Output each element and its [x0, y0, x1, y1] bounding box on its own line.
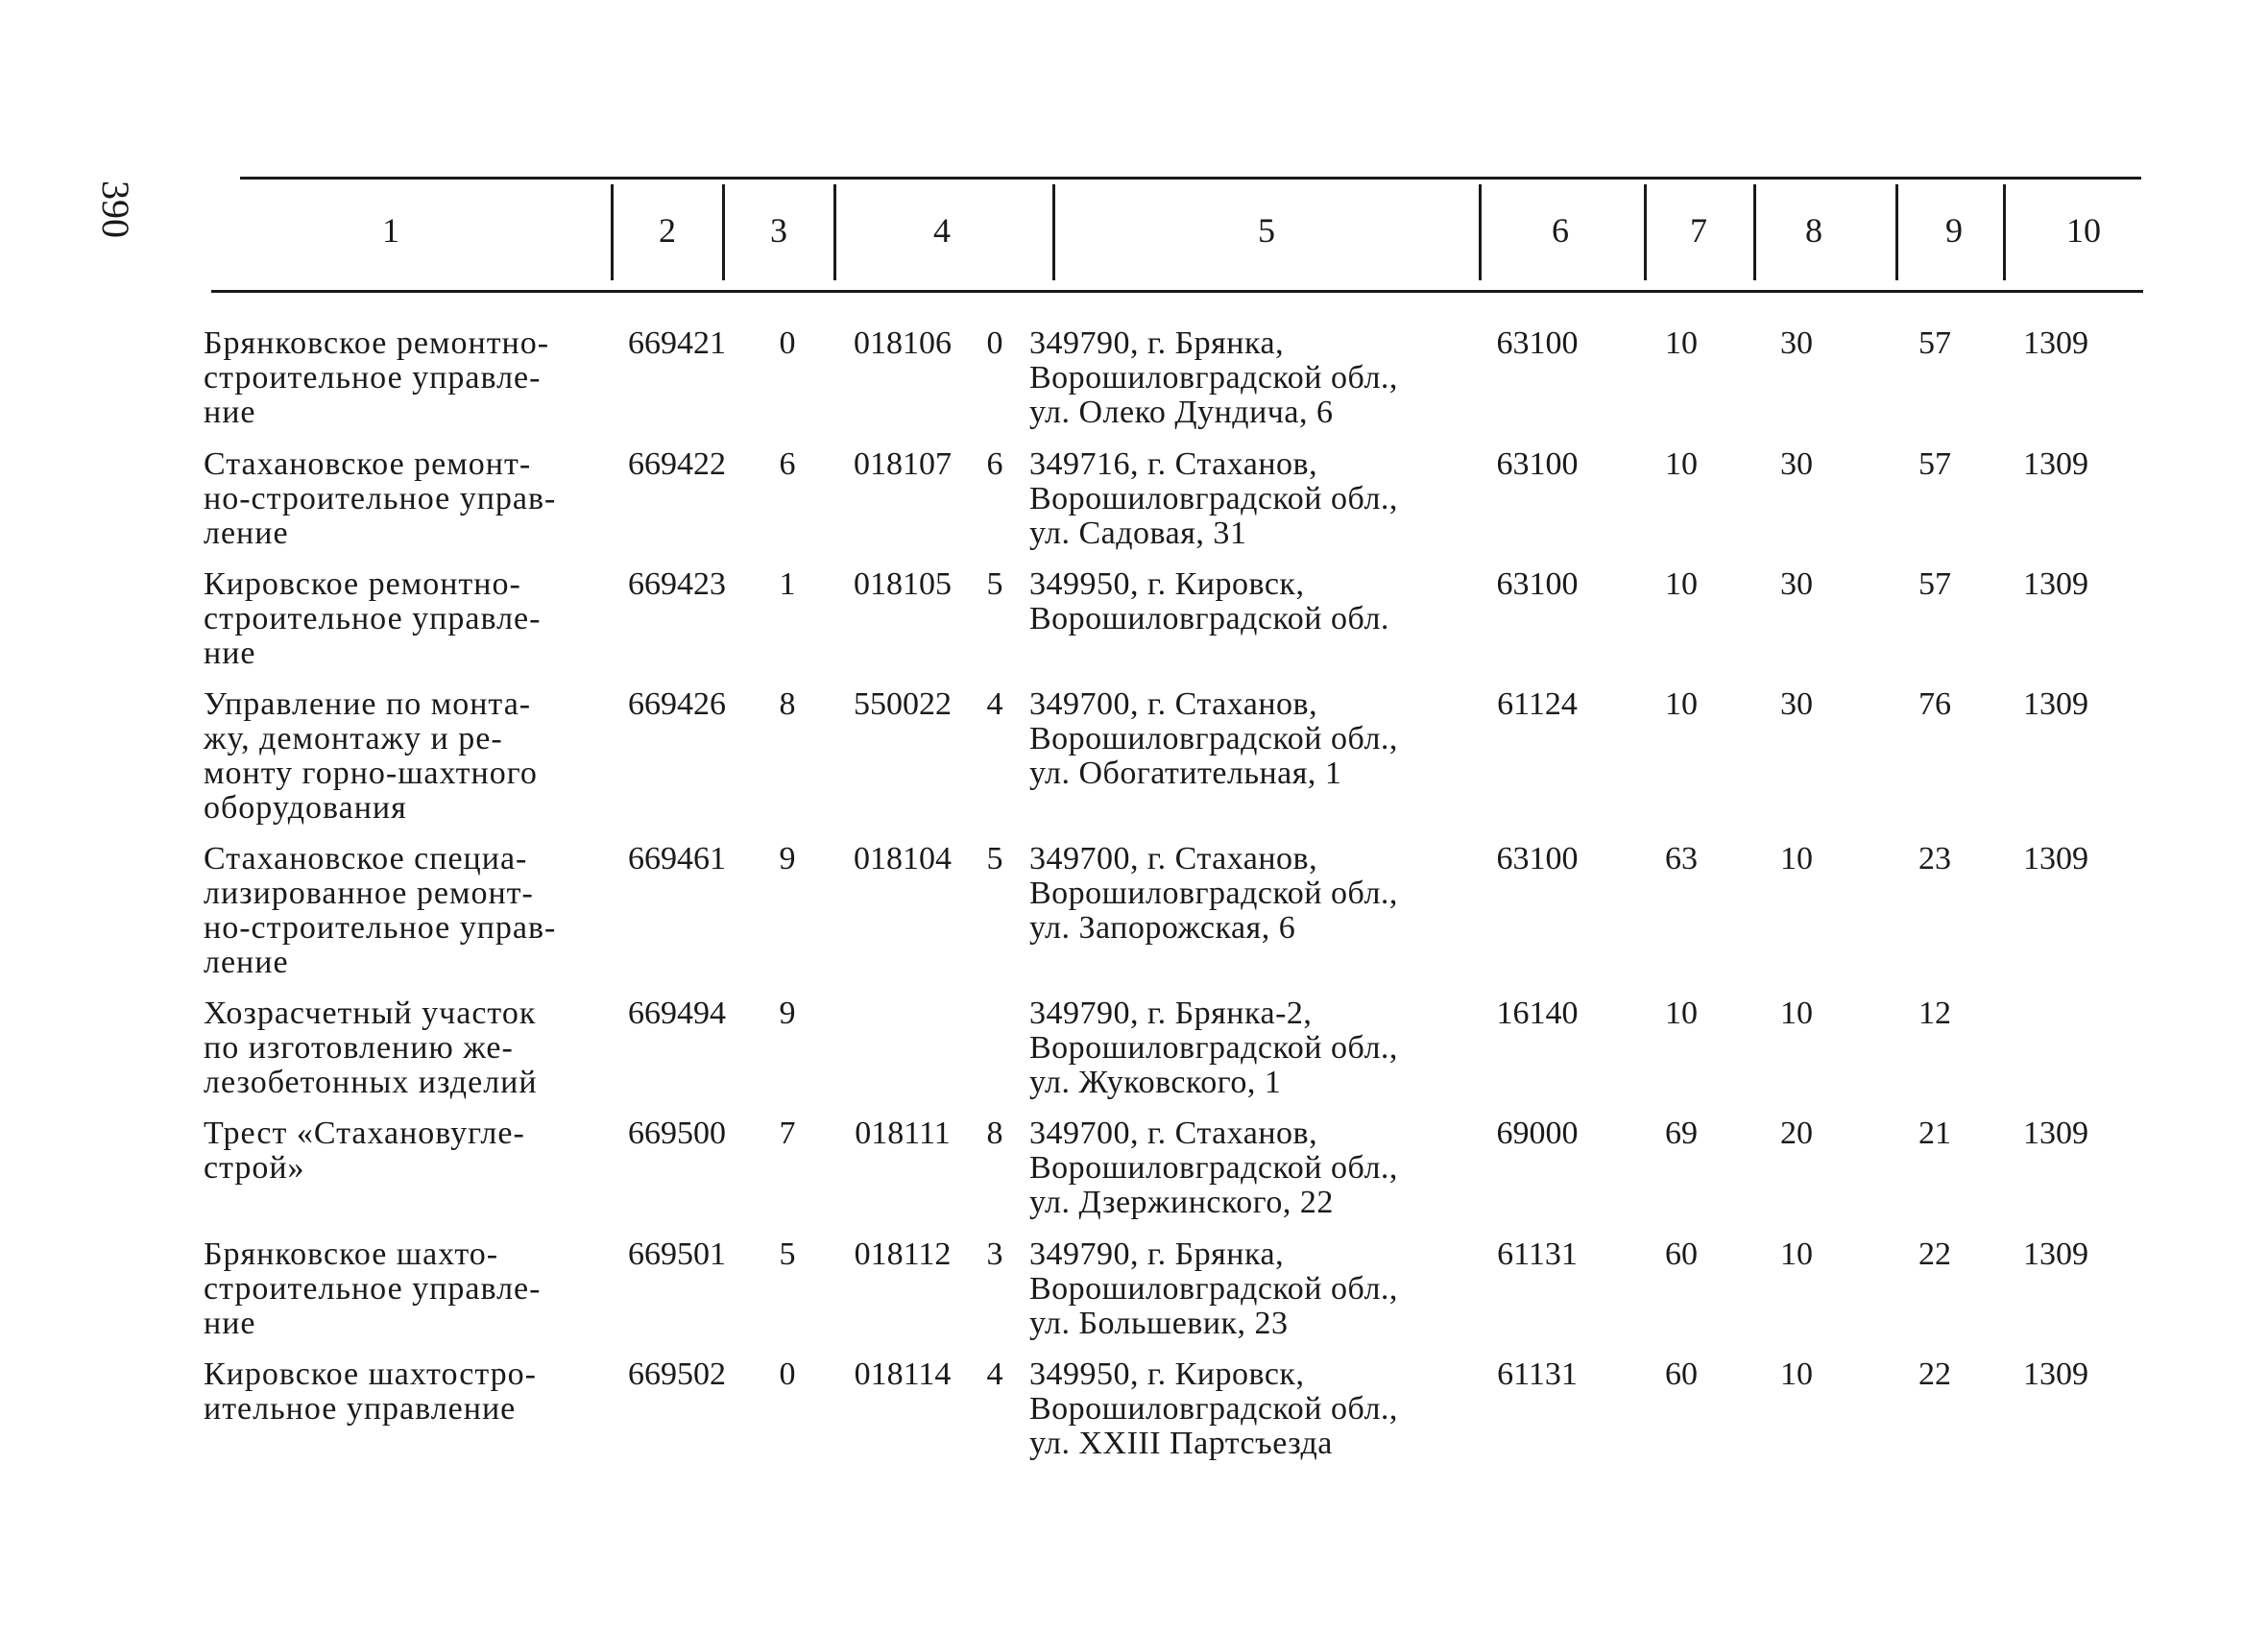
address-line: 349950, г. Кировск,	[1029, 1356, 1305, 1392]
column-header-5: 5	[1258, 211, 1275, 250]
cell-c8: 10	[1780, 1356, 1813, 1392]
cell-c3: 1	[779, 566, 796, 602]
address-line: Ворошиловградской обл.,	[1029, 360, 1398, 396]
cell-c10: 1309	[2023, 566, 2088, 602]
cell-c2: 669502	[628, 1356, 726, 1392]
organization-name-line: строительное управле-	[204, 601, 542, 636]
column-header-4: 4	[933, 211, 951, 250]
cell-c4b: 3	[986, 1236, 1003, 1272]
cell-c3: 8	[779, 686, 796, 722]
cell-c4: 018106	[854, 325, 952, 361]
cell-c4: 018107	[854, 446, 952, 482]
cell-c9: 23	[1918, 841, 1951, 876]
column-divider	[1753, 184, 1756, 280]
cell-c4: 018104	[854, 841, 952, 876]
organization-name-line: Управление по монта-	[204, 686, 532, 722]
cell-c8: 10	[1780, 841, 1813, 876]
cell-c4b: 5	[986, 566, 1003, 602]
address-line: Ворошиловградской обл.,	[1029, 1150, 1398, 1186]
cell-c3: 5	[779, 1236, 796, 1272]
cell-c8: 10	[1780, 996, 1813, 1031]
cell-c9: 57	[1918, 325, 1951, 361]
cell-c3: 6	[779, 446, 796, 482]
cell-c3: 9	[779, 996, 796, 1031]
column-divider	[1644, 184, 1647, 280]
cell-c10: 1309	[2023, 686, 2088, 722]
address-line: 349790, г. Брянка,	[1029, 325, 1285, 361]
cell-c8: 30	[1780, 325, 1813, 361]
organization-name-line: Кировское ремонтно-	[204, 566, 521, 602]
organization-name-line: строительное управле-	[204, 360, 542, 396]
column-header-6: 6	[1552, 211, 1569, 250]
cell-c10: 1309	[2023, 1116, 2088, 1151]
cell-c7: 63	[1665, 841, 1698, 876]
address-line: Ворошиловградской обл.,	[1029, 721, 1398, 756]
address-line: 349700, г. Стаханов,	[1029, 1116, 1318, 1151]
cell-c4b: 6	[986, 446, 1003, 482]
cell-c6: 69000	[1496, 1116, 1579, 1151]
cell-c2: 669501	[628, 1236, 726, 1272]
table-header-bottom-rule	[211, 290, 2143, 293]
cell-c8: 10	[1780, 1236, 1813, 1272]
organization-name-line: ние	[204, 395, 256, 430]
cell-c7: 10	[1665, 325, 1698, 361]
organization-name-line: ние	[204, 636, 256, 671]
cell-c6: 63100	[1496, 566, 1579, 602]
organization-name-line: строй»	[204, 1150, 305, 1186]
cell-c7: 10	[1665, 686, 1698, 722]
address-line: Ворошиловградской обл.	[1029, 601, 1389, 636]
cell-c8: 30	[1780, 566, 1813, 602]
cell-c7: 10	[1665, 996, 1698, 1031]
cell-c9: 57	[1918, 446, 1951, 482]
organization-name-line: ление	[204, 945, 289, 980]
organization-name-line: строительное управле-	[204, 1271, 542, 1307]
cell-c2: 669494	[628, 996, 726, 1031]
address-line: Ворошиловградской обл.,	[1029, 1271, 1398, 1307]
cell-c4: 018111	[855, 1116, 951, 1151]
cell-c8: 30	[1780, 686, 1813, 722]
cell-c4: 018114	[854, 1356, 952, 1392]
cell-c10: 1309	[2023, 325, 2088, 361]
organization-name-line: но-строительное управ-	[204, 910, 557, 946]
address-line: Ворошиловградской обл.,	[1029, 876, 1398, 911]
cell-c9: 76	[1918, 686, 1951, 722]
cell-c4: 018112	[854, 1236, 952, 1272]
address-line: ул. Дзержинского, 22	[1029, 1185, 1334, 1220]
cell-c6: 61131	[1497, 1356, 1578, 1392]
organization-name-line: но-строительное управ-	[204, 481, 557, 516]
address-line: ул. Запорожская, 6	[1029, 910, 1296, 946]
organization-name-line: Кировское шахтостро-	[204, 1356, 537, 1392]
column-divider	[1052, 184, 1055, 280]
cell-c6: 16140	[1496, 996, 1579, 1031]
cell-c2: 669500	[628, 1116, 726, 1151]
cell-c4b: 5	[986, 841, 1003, 876]
cell-c4b: 4	[986, 1356, 1003, 1392]
cell-c2: 669461	[628, 841, 726, 876]
organization-name-line: оборудования	[204, 790, 407, 826]
organization-name-line: Трест «Стахановугле-	[204, 1116, 525, 1151]
cell-c6: 61124	[1497, 686, 1578, 722]
cell-c9: 12	[1918, 996, 1951, 1031]
address-line: ул. Жуковского, 1	[1029, 1065, 1282, 1100]
column-header-8: 8	[1805, 211, 1822, 250]
organization-name-line: лизированное ремонт-	[204, 876, 534, 911]
organization-name-line: Хозрасчетный участок	[204, 996, 537, 1031]
page-number: 390	[94, 180, 137, 238]
organization-name-line: по изготовлению же-	[204, 1030, 514, 1066]
column-header-2: 2	[659, 211, 676, 250]
address-line: 349716, г. Стаханов,	[1029, 446, 1318, 482]
organization-name-line: Стахановское ремонт-	[204, 446, 532, 482]
address-line: Ворошиловградской обл.,	[1029, 1391, 1398, 1427]
cell-c6: 63100	[1496, 841, 1579, 876]
address-line: 349700, г. Стаханов,	[1029, 686, 1318, 722]
address-line: ул. XXIII Партсъезда	[1029, 1426, 1333, 1461]
cell-c4: 018105	[854, 566, 952, 602]
cell-c7: 60	[1665, 1356, 1698, 1392]
cell-c4: 550022	[854, 686, 952, 722]
cell-c4b: 8	[986, 1116, 1003, 1151]
address-line: 349700, г. Стаханов,	[1029, 841, 1318, 876]
address-line: ул. Большевик, 23	[1029, 1306, 1289, 1341]
cell-c8: 20	[1780, 1116, 1813, 1151]
organization-name-line: ние	[204, 1306, 256, 1341]
cell-c4b: 0	[986, 325, 1003, 361]
cell-c9: 22	[1918, 1236, 1951, 1272]
address-line: 349790, г. Брянка,	[1029, 1236, 1285, 1272]
organization-name-line: Брянковское ремонтно-	[204, 325, 550, 361]
organization-name-line: лезобетонных изделий	[204, 1065, 538, 1100]
cell-c7: 10	[1665, 446, 1698, 482]
cell-c3: 7	[779, 1116, 796, 1151]
column-header-7: 7	[1690, 211, 1707, 250]
column-header-1: 1	[382, 211, 399, 250]
organization-name-line: жу, демонтажу и ре-	[204, 721, 503, 756]
cell-c6: 63100	[1496, 325, 1579, 361]
cell-c2: 669423	[628, 566, 726, 602]
cell-c3: 0	[779, 1356, 796, 1392]
column-divider	[722, 184, 725, 280]
organization-name-line: Стахановское специа-	[204, 841, 528, 876]
address-line: 349950, г. Кировск,	[1029, 566, 1305, 602]
cell-c9: 22	[1918, 1356, 1951, 1392]
address-line: ул. Садовая, 31	[1029, 516, 1247, 551]
cell-c9: 57	[1918, 566, 1951, 602]
table-top-rule	[240, 177, 2141, 180]
address-line: Ворошиловградской обл.,	[1029, 481, 1398, 516]
cell-c10: 1309	[2023, 446, 2088, 482]
cell-c7: 10	[1665, 566, 1698, 602]
cell-c4b: 4	[986, 686, 1003, 722]
cell-c10: 1309	[2023, 1236, 2088, 1272]
cell-c6: 61131	[1497, 1236, 1578, 1272]
organization-name-line: монту горно-шахтного	[204, 756, 538, 791]
address-line: 349790, г. Брянка-2,	[1029, 996, 1313, 1031]
column-divider	[1479, 184, 1482, 280]
column-header-10: 10	[2066, 211, 2101, 250]
address-line: Ворошиловградской обл.,	[1029, 1030, 1398, 1066]
cell-c3: 9	[779, 841, 796, 876]
cell-c2: 669426	[628, 686, 726, 722]
organization-name-line: Брянковское шахто-	[204, 1236, 499, 1272]
column-divider	[611, 184, 614, 280]
cell-c8: 30	[1780, 446, 1813, 482]
column-header-9: 9	[1945, 211, 1963, 250]
cell-c9: 21	[1918, 1116, 1951, 1151]
organization-name-line: ление	[204, 516, 289, 551]
cell-c6: 63100	[1496, 446, 1579, 482]
cell-c2: 669422	[628, 446, 726, 482]
cell-c2: 669421	[628, 325, 726, 361]
column-divider	[833, 184, 836, 280]
cell-c3: 0	[779, 325, 796, 361]
address-line: ул. Олеко Дундича, 6	[1029, 395, 1334, 430]
cell-c7: 60	[1665, 1236, 1698, 1272]
address-line: ул. Обогатительная, 1	[1029, 756, 1342, 791]
cell-c10: 1309	[2023, 1356, 2088, 1392]
organization-name-line: ительное управление	[204, 1391, 517, 1427]
column-header-3: 3	[770, 211, 787, 250]
column-divider	[1895, 184, 1898, 280]
cell-c7: 69	[1665, 1116, 1698, 1151]
cell-c10: 1309	[2023, 841, 2088, 876]
column-divider	[2003, 184, 2006, 280]
